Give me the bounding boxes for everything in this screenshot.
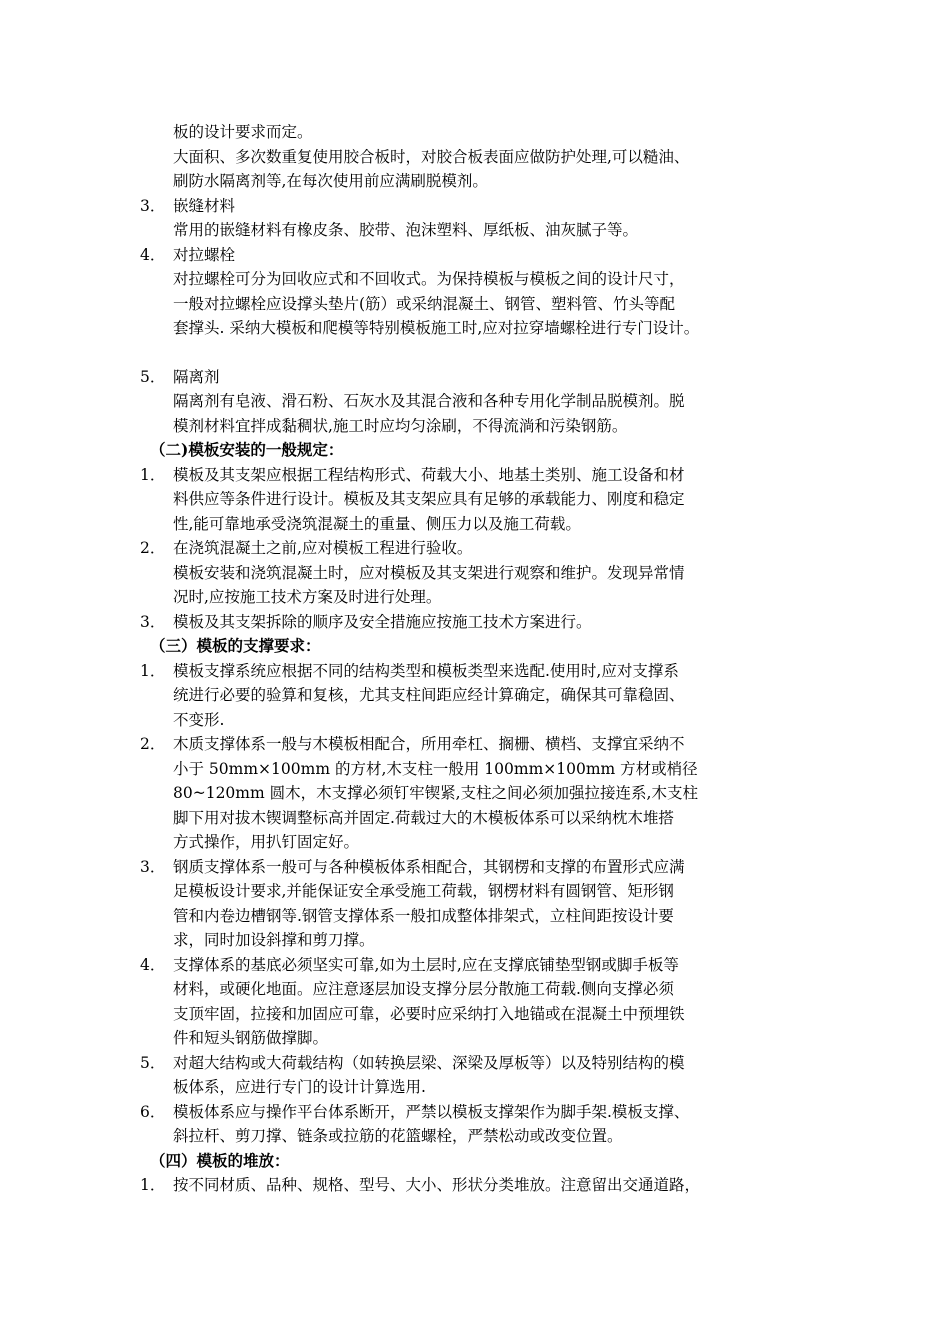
text-line: 板的设计要求而定。: [173, 123, 313, 141]
text-line: 大面积、多次数重复使用胶合板时，对胶合板表面应做防护处理,可以糙油、: [173, 147, 690, 166]
list-number: 6．: [140, 1102, 166, 1121]
list-item: [0, 1051, 950, 1076]
list-number: 4．: [140, 955, 166, 974]
list-item: [0, 463, 950, 488]
text-line: 况时,应按施工技术方案及时进行处理。: [173, 588, 442, 606]
text-line: 足模板设计要求,并能保证安全承受施工荷载，钢楞材料有圆钢管、矩形钢: [173, 882, 674, 900]
list-item-text: 模板及其支架应根据工程结构形式、荷载大小、地基土类别、施工设备和材: [173, 465, 685, 484]
list-number: 3．: [140, 857, 166, 876]
text-line: 材料，或硬化地面。应注意逐层加设支撑分层分散施工荷载.侧向支撑必须: [173, 980, 674, 998]
text-line: 脚下用对拔木锲调整标高并固定.荷载过大的木模板体系可以采纳枕木堆搭: [173, 808, 674, 827]
list-number: 4．: [140, 245, 166, 264]
list-item-text: 钢质支撑体系一般可与各种模板体系相配合，其钢楞和支撑的布置形式应满: [173, 857, 685, 876]
text-line: 板体系，应进行专门的设计计算选用.: [173, 1078, 426, 1096]
list-item-text: 木质支撑体系一般与木模板相配合，所用牵杠、搁栅、横档、支撑宜采纳不: [173, 735, 685, 753]
list-item-title: 嵌缝材料: [173, 196, 236, 215]
text-line: 刷防水隔离剂等,在每次使用前应满刷脱模剂。: [173, 172, 488, 190]
section-heading: （二)模板安装的一般规定：: [150, 440, 344, 459]
list-item: [0, 1100, 950, 1125]
text-line: 80~120mm 圆木，木支撑必须钉牢锲紧,支柱之间必须加强拉接连系,木支柱: [173, 784, 698, 802]
text-line: 性,能可靠地承受浇筑混凝土的重量、侧压力以及施工荷载。: [173, 514, 581, 533]
text-line: 不变形.: [173, 710, 225, 729]
document-page: [0, 120, 950, 1198]
list-number: 5．: [140, 1053, 166, 1072]
list-item-title: 对拉螺栓: [173, 245, 236, 264]
list-item: [0, 1173, 950, 1198]
text-line: 常用的嵌缝材料有橡皮条、胶带、泡沫塑料、厚纸板、油灰腻子等。: [173, 221, 639, 239]
list-item-text: 模板体系应与操作平台体系断开，严禁以模板支撑架作为脚手架.模板支撑、: [173, 1102, 690, 1121]
text-line: 斜拉杆、剪刀撑、链条或拉筋的花篮螺栓，严禁松动或改变位置。: [173, 1127, 623, 1145]
text-line: 模剂材料宜拌成黏稠状,施工时应均匀涂刷，不得流淌和污染钢筋。: [173, 416, 628, 435]
text-line: 对拉螺栓可分为回收应式和不回收式。为保持模板与模板之间的设计尺寸，: [173, 270, 685, 288]
list-item: [0, 732, 950, 757]
text-line: 一般对拉螺栓应设撑头垫片(筋）或采纳混凝土、钢管、塑料管、竹头等配: [173, 294, 676, 313]
section-heading: （四）模板的堆放：: [150, 1150, 290, 1170]
text-line: 套撑头. 采纳大模板和爬模等特别模板施工时,应对拉穿墙螺栓进行专门设计。: [173, 319, 700, 337]
text-line: 求，同时加设斜撑和剪刀撑。: [173, 931, 375, 949]
list-item-text: 对超大结构或大荷载结构（如转换层梁、深梁及厚板等）以及特别结构的模: [173, 1053, 685, 1072]
list-item: [0, 194, 950, 219]
list-item-text: 支撑体系的基底必须坚实可靠,如为土层时,应在支撑底铺垫型钢或脚手板等: [173, 955, 679, 974]
list-number: 1．: [140, 661, 166, 680]
list-number: 5．: [140, 367, 166, 386]
text-line: 小于 50mm×100mm 的方材,木支柱一般用 100mm×100mm 方材或梢径: [173, 759, 698, 778]
list-item: [0, 536, 950, 561]
list-number: 2．: [140, 735, 166, 753]
list-item: [0, 855, 950, 880]
text-line: 料供应等条件进行设计。模板及其支架应具有足够的承载能力、刚度和稳定: [173, 490, 685, 508]
list-item: [0, 659, 950, 684]
text-line: 方式操作，用扒钉固定好。: [173, 833, 360, 851]
list-item: [0, 953, 950, 978]
list-item-text: 模板及其支架拆除的顺序及安全措施应按施工技术方案进行。: [173, 612, 592, 631]
list-item: [0, 243, 950, 268]
list-item-text: 模板支撑系统应根据不同的结构类型和模板类型来选配.使用时,应对支撑系: [173, 661, 679, 680]
list-item: [0, 365, 950, 390]
section-heading: （三）模板的支撑要求：: [150, 636, 321, 655]
list-item-text: 按不同材质、品种、规格、型号、大小、形状分类堆放。注意留出交通道路，: [173, 1176, 701, 1194]
list-item-text: 在浇筑混凝土之前,应对模板工程进行验收。: [173, 539, 473, 557]
text-line: 管和内卷边槽钢等.钢管支撑体系一般扣成整体排架式，立柱间距按设计要: [173, 906, 674, 925]
list-number: 2．: [140, 539, 166, 557]
text-line: 隔离剂有皂液、滑石粉、石灰水及其混合液和各种专用化学制品脱模剂。脱: [173, 392, 685, 410]
list-number: 3．: [140, 612, 166, 631]
text-line: 件和短头钢筋做撑脚。: [173, 1029, 329, 1047]
list-item-title: 隔离剂: [173, 367, 220, 386]
list-item: [0, 610, 950, 635]
list-number: 3．: [140, 196, 166, 215]
list-number: 1．: [140, 1176, 166, 1194]
text-line: 统进行必要的验算和复核，尤其支柱间距应经计算确定，确保其可靠稳固、: [173, 686, 685, 704]
list-number: 1．: [140, 465, 166, 484]
text-line: 支顶牢固，拉接和加固应可靠，必要时应采纳打入地锚或在混凝土中预埋铁: [173, 1004, 685, 1023]
text-line: 模板安装和浇筑混凝土时，应对模板及其支架进行观察和维护。发现异常情: [173, 563, 685, 582]
blank-line: [0, 341, 950, 365]
